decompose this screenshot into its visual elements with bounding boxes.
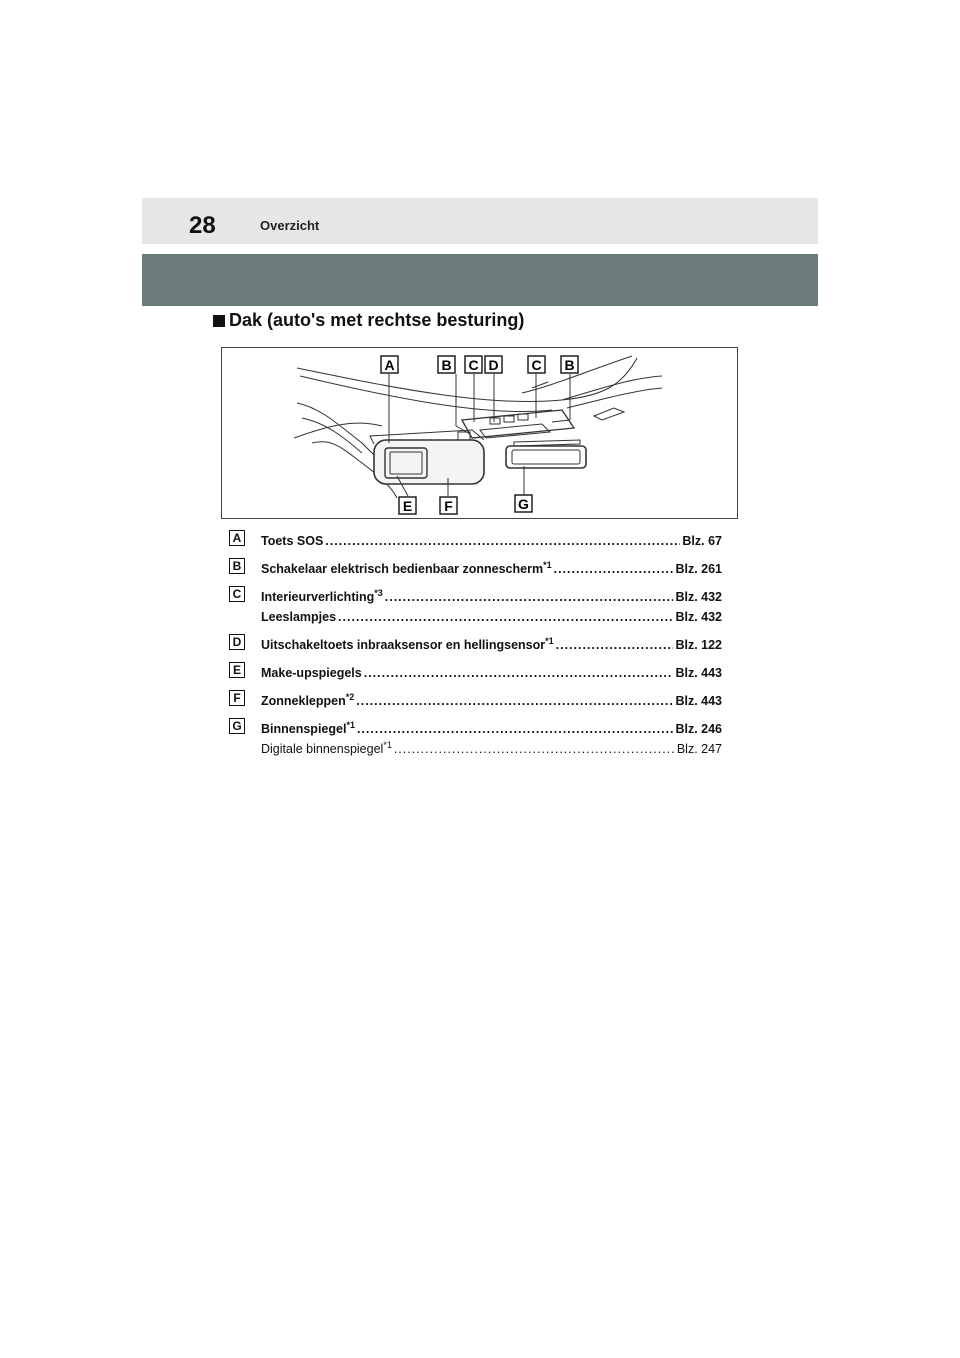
legend-badge: E: [229, 662, 245, 678]
legend-row: [261, 534, 722, 548]
dot-leader: [385, 590, 674, 604]
legend-label: Uitschakeltoets inbraaksensor en hellingsensor$^{*1}$: [261, 635, 554, 652]
callout-b-right-label: B: [564, 357, 575, 373]
dot-leader: [356, 694, 673, 708]
chapter-band: [142, 254, 818, 306]
dot-leader: [394, 742, 675, 756]
roof-diagram: [222, 348, 739, 520]
dot-leader: [364, 666, 674, 680]
callout-f-label: F: [444, 498, 453, 514]
page-reference[interactable]: Blz. 246: [675, 722, 722, 736]
legend-item-e: [229, 662, 729, 682]
legend-label: Leeslampjes: [261, 610, 337, 624]
callout-a-label: A: [384, 357, 395, 373]
legend-badge: C: [229, 586, 245, 602]
section-title-text: Dak (auto's met rechtse besturing): [229, 310, 525, 330]
section-name: Overzicht: [260, 218, 320, 233]
page-reference[interactable]: Blz. 443: [675, 694, 722, 708]
page-reference[interactable]: Blz. 432: [675, 610, 722, 624]
dot-leader: [554, 562, 674, 576]
dot-leader: [556, 638, 674, 652]
callout-b-left-label: B: [441, 357, 452, 373]
legend-label: Interieurverlichting$^{*3}$: [261, 587, 383, 604]
roof-illustration: [221, 347, 738, 519]
legend-row: [261, 610, 722, 624]
callout-e-label: E: [402, 498, 413, 514]
dot-leader: [338, 610, 673, 624]
legend-label: Binnenspiegel$^{*1}$: [261, 719, 355, 736]
page-reference[interactable]: Blz. 432: [675, 590, 722, 604]
callout-c-right-label: C: [531, 357, 542, 373]
dot-leader: [325, 534, 680, 548]
footnote-marker: *2: [345, 691, 355, 702]
legend-label: Schakelaar elektrisch bedienbaar zonnescherm$^{*1}$: [261, 559, 552, 576]
footnote-marker: *1: [545, 635, 554, 646]
callout-c-left-label: C: [468, 357, 479, 373]
legend-item-a: [229, 530, 729, 550]
legend-item-b: [229, 558, 729, 578]
legend-row: [261, 691, 722, 708]
footnote-marker: *1: [543, 559, 552, 570]
footnote-marker: *1: [346, 719, 355, 730]
legend-row: [261, 635, 722, 652]
page-reference[interactable]: Blz. 122: [675, 638, 722, 652]
square-bullet-icon: [213, 315, 225, 327]
legend-row: [261, 559, 722, 576]
page-reference[interactable]: Blz. 443: [675, 666, 722, 680]
callout-g-label: G: [518, 496, 529, 512]
page-reference[interactable]: Blz. 67: [682, 534, 722, 548]
legend-item-f: [229, 690, 729, 710]
page-reference[interactable]: Blz. 247: [676, 742, 722, 756]
legend-item-g: [229, 718, 729, 758]
legend-row: [261, 719, 722, 736]
legend-label: Zonnekleppen$^{*2}$: [261, 691, 355, 708]
dot-leader: [357, 722, 673, 736]
legend-row: [261, 587, 722, 604]
legend-badge: A: [229, 530, 245, 546]
legend-item-d: [229, 634, 729, 654]
legend-row: [261, 666, 722, 680]
page-reference[interactable]: Blz. 261: [675, 562, 722, 576]
footnote-marker: *3: [374, 587, 383, 598]
legend-badge: G: [229, 718, 245, 734]
legend-badge: F: [229, 690, 245, 706]
legend-badge: D: [229, 634, 245, 650]
section-title: [213, 310, 524, 331]
footnote-marker: *1: [383, 739, 392, 750]
page-number: 28: [189, 212, 216, 239]
legend-badge: B: [229, 558, 245, 574]
legend-label: Make-upspiegels: [261, 666, 362, 680]
legend-label: Toets SOS: [261, 534, 324, 548]
legend-item-c: [229, 586, 729, 626]
callout-d-label: D: [488, 357, 499, 373]
legend-row: [261, 739, 722, 756]
page-header: [142, 198, 818, 244]
legend-label: Digitale binnenspiegel$^{*1}$: [261, 739, 392, 756]
